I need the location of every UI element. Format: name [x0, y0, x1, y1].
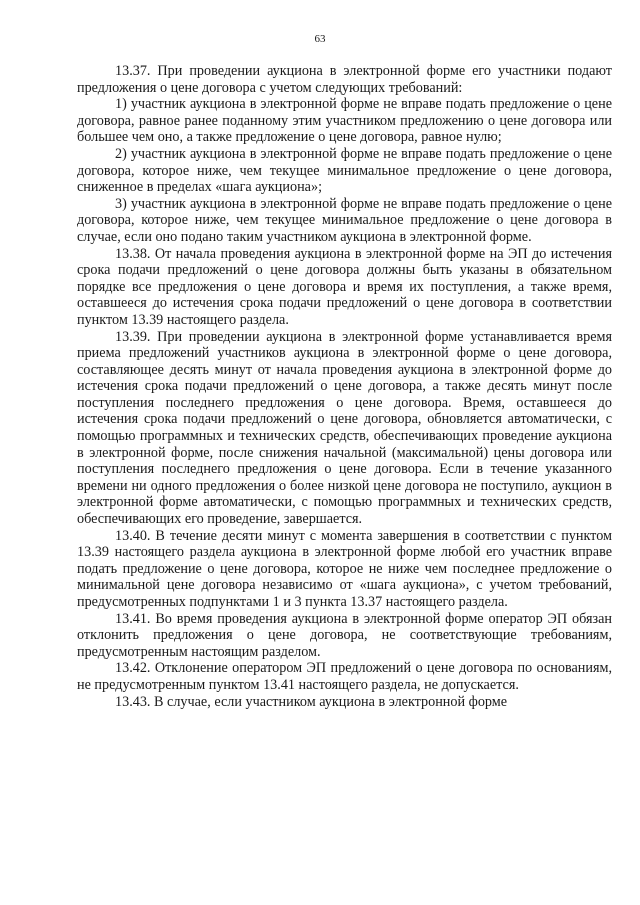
paragraph-13-37-item-2: 2) участник аукциона в электронной форме не вправе подать предложение о цене договора, которое ниже, чем текущее минимальное предложение о цене договора, сниженное в пределах «шага аукциона»;: [77, 145, 612, 196]
paragraph-13-38: 13.38. От начала проведения аукциона в электронной форме на ЭП до истечения срока подачи предложений о цене договора должны быть указаны в обязательном порядке все предложения о цене договора и время их поступления, а также время, оставшееся до истечения срока подачи предложений о цене договора в соответствии пунктом 13.39 настоящего раздела.: [77, 245, 612, 328]
paragraph-13-37-item-3: 3) участник аукциона в электронной форме не вправе подать предложение о цене договора, которое ниже, чем текущее минимальное предложение о цене договора в случае, если оно подано таким участником аукциона в электронной форме.: [77, 195, 612, 245]
paragraph-13-37-item-1: 1) участник аукциона в электронной форме не вправе подать предложение о цене договора, равное ранее поданному этим участником предложению о цене договора или большее чем оно, а также предложение о цене договора, равное нулю;: [77, 96, 612, 146]
paragraph-13-41: 13.41. Во время проведения аукциона в электронной форме оператор ЭП обязан отклонить предложения о цене договора, не соответствующие требованиям, предусмотренным настоящим разделом.: [77, 610, 612, 660]
paragraph-13-37: 13.37. При проведении аукциона в электронной форме его участники подают предложения о цене договора с учетом следующих требований:: [77, 63, 612, 96]
paragraph-13-42: 13.42. Отклонение оператором ЭП предложений о цене договора по основаниям, не предусмотренным пунктом 13.41 настоящего раздела, не допускается.: [77, 660, 612, 693]
paragraph-13-43: 13.43. В случае, если участником аукциона в электронной форме: [115, 693, 508, 710]
page-number: 63: [314, 33, 326, 45]
paragraph-13-40: 13.40. В течение десяти минут с момента завершения в соответствии с пунктом 13.39 настоящего раздела аукциона в электронной форме любой его участник вправе подать предложение о цене договора, которое не ниже чем последнее предложение о минимальной цене договора независимо от «шага аукциона», с учетом требований, предусмотренных подпунктами 1 и 3 пункта 13.37 настоящего раздела.: [77, 527, 612, 610]
paragraph-13-39: 13.39. При проведении аукциона в электронной форме устанавливается время приема предложений участников аукциона в электронной форме о цене договора, составляющее десять минут от начала проведения аукциона в электронной форме до истечения срока подачи предложений о цене договора, а также десять минут после поступления последнего предложения о цене договора. Время, оставшееся до истечения срока подачи предложений о цене договора, обновляется автоматически, с помощью программных и технических средств, обеспечивающих проведение аукциона в электронной форме, после снижения начальной (максимальной) цены договора или поступления последнего предложения о цене договора. Если в течение указанного времени ни одного предложения о более низкой цене договора не поступило, аукцион в электронной форме автоматически, с помощью программных и технических средств, обеспечивающих его проведение, завершается.: [77, 328, 612, 528]
document-body: [77, 63, 612, 710]
